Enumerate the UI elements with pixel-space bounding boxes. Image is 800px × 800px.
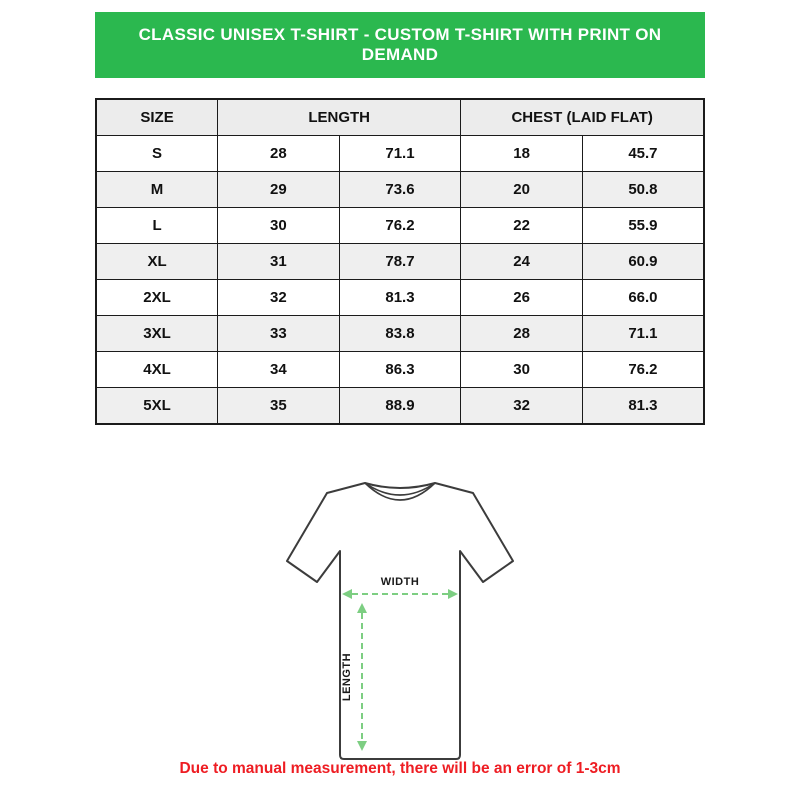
chest-in-cell: 20	[461, 172, 583, 208]
size-cell: 2XL	[96, 280, 218, 316]
length-in-cell: 29	[218, 172, 340, 208]
chest-cm-cell: 55.9	[582, 208, 704, 244]
length-cm-cell: 88.9	[339, 388, 461, 425]
size-cell: L	[96, 208, 218, 244]
page-content	[95, 0, 705, 783]
length-cm-cell: 81.3	[339, 280, 461, 316]
length-in-cell: 34	[218, 352, 340, 388]
size-cell: M	[96, 172, 218, 208]
header-length: LENGTH	[218, 99, 461, 136]
page-title: CLASSIC UNISEX T-SHIRT - CUSTOM T-SHIRT WITH PRINT ON DEMAND	[138, 25, 662, 64]
size-table	[95, 98, 705, 425]
size-cell: S	[96, 136, 218, 172]
chest-in-cell: 32	[461, 388, 583, 425]
length-cm-cell: 71.1	[339, 136, 461, 172]
width-label: WIDTH	[380, 576, 420, 588]
length-cm-cell: 86.3	[339, 352, 461, 388]
length-cm-cell: 83.8	[339, 316, 461, 352]
length-label: LENGTH	[341, 652, 353, 702]
chest-cm-cell: 71.1	[582, 316, 704, 352]
table-row	[96, 316, 704, 352]
chest-cm-cell: 60.9	[582, 244, 704, 280]
length-in-cell: 32	[218, 280, 340, 316]
table-row	[96, 280, 704, 316]
table-row	[96, 208, 704, 244]
table-row	[96, 244, 704, 280]
chest-cm-cell: 76.2	[582, 352, 704, 388]
chest-cm-cell: 50.8	[582, 172, 704, 208]
length-cm-cell: 78.7	[339, 244, 461, 280]
table-row	[96, 388, 704, 425]
size-cell: 5XL	[96, 388, 218, 425]
title-banner	[95, 12, 705, 78]
header-size: SIZE	[96, 99, 218, 136]
length-in-cell: 30	[218, 208, 340, 244]
chest-cm-cell: 45.7	[582, 136, 704, 172]
chest-in-cell: 22	[461, 208, 583, 244]
table-row	[96, 136, 704, 172]
tshirt-diagram	[95, 463, 705, 783]
chest-cm-cell: 66.0	[582, 280, 704, 316]
chest-in-cell: 26	[461, 280, 583, 316]
size-cell: 4XL	[96, 352, 218, 388]
size-cell: 3XL	[96, 316, 218, 352]
length-in-cell: 28	[218, 136, 340, 172]
table-row	[96, 352, 704, 388]
size-table-body	[96, 136, 704, 425]
chest-in-cell: 30	[461, 352, 583, 388]
length-cm-cell: 76.2	[339, 208, 461, 244]
chest-cm-cell: 81.3	[582, 388, 704, 425]
length-in-cell: 33	[218, 316, 340, 352]
chest-in-cell: 28	[461, 316, 583, 352]
chest-in-cell: 24	[461, 244, 583, 280]
measurement-note: Due to manual measurement, there will be an error of 1-3cm	[179, 760, 621, 777]
size-cell: XL	[96, 244, 218, 280]
table-header-row	[96, 99, 704, 136]
length-cm-cell: 73.6	[339, 172, 461, 208]
length-in-cell: 31	[218, 244, 340, 280]
chest-in-cell: 18	[461, 136, 583, 172]
table-row	[96, 172, 704, 208]
header-chest: CHEST (LAID FLAT)	[461, 99, 704, 136]
length-in-cell: 35	[218, 388, 340, 425]
tshirt-icon	[255, 463, 545, 778]
